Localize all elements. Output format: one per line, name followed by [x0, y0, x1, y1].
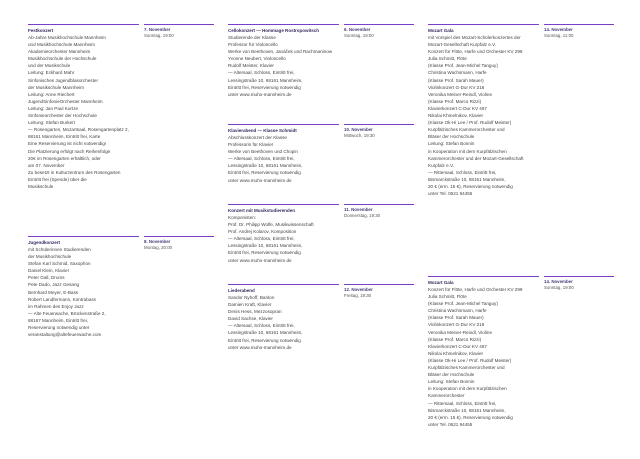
- detail-line: — Altersaal, Schloss, Eintritt frei,: [228, 236, 295, 242]
- detail-line: Lessingstraße 10, 68161 Mannheim,: [228, 330, 303, 336]
- detail-line: (Klasse Prof. Sarah Mauer): [428, 315, 484, 321]
- detail-line: Eintritt frei, Reservierung notwendig: [228, 337, 301, 343]
- detail-line: JugendSinfonieOrchester Mannheim: [28, 98, 103, 104]
- detail-line: Konzert für Flöte, Harfe und Orchester KV 299: [428, 49, 523, 55]
- event-datetime: [544, 27, 614, 39]
- detail-line: mit Vorspiel des Mozart-Schülerkonzertes der: [428, 35, 521, 40]
- detail-line: der Musikhochschule: [28, 254, 72, 260]
- date-rule: [144, 24, 214, 25]
- detail-line: Sandor Nyhoff, Bariton: [228, 295, 275, 300]
- date-rule: [344, 204, 414, 205]
- event-title: Konzert mit Musikstudierenden: [228, 208, 295, 213]
- detail-line: Werke von Beethoven und Chopin: [228, 149, 298, 155]
- detail-line: Eintritt frei (Spende) über die: [28, 176, 87, 182]
- detail-line: Christina Wachsmann, Harfe: [428, 70, 487, 76]
- event-time: Mittwoch, 19:30: [344, 133, 375, 138]
- detail-line: Klavierkonzert C-Dur KV 467: [428, 105, 487, 111]
- detail-line: der Musikschule Mannheim: [28, 84, 84, 90]
- event-datetime: [344, 287, 414, 299]
- detail-line: — Rittersaal, Schloss, Eintritt frei,: [428, 400, 497, 406]
- event-rule: [428, 276, 539, 277]
- event-rule: [228, 24, 339, 25]
- detail-line: unter Tel. 0621 94455: [428, 421, 473, 427]
- detail-line: Professor für Violoncello: [228, 42, 278, 48]
- detail-line: Sinfonisches Jugendblasorchester: [28, 77, 98, 83]
- detail-line: Denis Hess, Mezzosopran: [228, 309, 282, 315]
- detail-line: — Altersaal, Schloss, Eintritt frei,: [228, 70, 295, 76]
- event-title: Mozart Gala: [428, 280, 454, 285]
- detail-line: Bernhard Meyer, E-Bass: [28, 289, 79, 295]
- event-rule: [228, 284, 339, 285]
- detail-line: 68167 Mannheim, Eintritt frei,: [28, 317, 89, 323]
- detail-line: Mozart-Gesellschaft Kurpfalz e.V.: [428, 42, 496, 48]
- event-time: Montag, 20:00: [144, 245, 173, 250]
- detail-line: Violinkonzert G-Dur KV 216: [428, 84, 485, 90]
- detail-line: Werke von Beethoven, Janáček und Rachmaninow: [228, 49, 333, 55]
- detail-line: Kurpfalz e.V.: [428, 162, 454, 168]
- detail-line: unter Tel. 0621 94455: [428, 191, 473, 197]
- detail-line: — Rosengarten, Mozartsaal, Rosengartenplatz 2,: [28, 127, 129, 133]
- event-time: Freitag, 19:30: [344, 293, 372, 298]
- detail-line: — Altersaal, Schloss, Eintritt frei,: [228, 156, 295, 162]
- event-details: [228, 214, 339, 264]
- detail-line: Peter Gall, Drums: [28, 275, 65, 281]
- detail-line: Die Platzierung erfolgt nach Reihenfolge: [28, 148, 111, 154]
- detail-line: Leitung: Anne Riechert: [28, 91, 75, 97]
- event-date: 10. November: [344, 127, 373, 132]
- detail-line: Leitung: Stefan Bonnin: [428, 141, 475, 147]
- detail-line: Violinkonzert G-Dur KV 216: [428, 322, 485, 328]
- event-date: 11. November: [344, 207, 373, 212]
- event-rule: [428, 24, 539, 25]
- detail-line: Lessingstraße 10, 68161 Mannheim,: [228, 77, 303, 83]
- detail-line: mit Schülerinnen Studierenden: [28, 247, 91, 252]
- detail-line: (Klasse Prof. Jean-Michel Tanguy): [428, 301, 498, 307]
- date-rule: [544, 24, 614, 25]
- detail-line: Lessingstraße 10, 68161 Mannheim,: [228, 243, 303, 249]
- detail-line: Leitung: Eckhard Mahr: [28, 70, 75, 76]
- event-details: [228, 294, 339, 351]
- event-datetime: [344, 127, 414, 139]
- detail-line: (Klasse Ok-Hi Lee / Prof. Rudolf Meister): [428, 357, 512, 363]
- event-datetime: [344, 27, 414, 39]
- event-details: [228, 34, 339, 98]
- detail-line: Eintritt frei, Reservierung notwendig: [228, 170, 301, 176]
- detail-line: 68161 Mannheim, Eintritt frei, Karte: [28, 134, 101, 140]
- detail-line: Stefan Karl Schmid, Saxophon: [28, 261, 91, 267]
- event-title: Klavierabend — Klasse Schmidt: [228, 128, 297, 133]
- date-rule: [344, 124, 414, 125]
- detail-line: und der Musikschule: [28, 63, 71, 69]
- event-rule: [228, 124, 339, 125]
- detail-line: (Klasse Prof. Sarah Mauer): [428, 77, 484, 83]
- detail-line: — Alte Feuerwache, Brückenstraße 2,: [28, 310, 106, 316]
- detail-line: Nikolai Khmelnikov, Klavier: [428, 350, 484, 356]
- event-datetime: [544, 279, 614, 291]
- event-rule: [28, 236, 139, 237]
- event-date: 8. November: [144, 239, 171, 244]
- detail-line: unter www.muho-mannheim.de: [228, 91, 292, 97]
- detail-line: — Altersaal, Schloss, Eintritt frei,: [228, 323, 295, 329]
- event-details: [428, 34, 539, 197]
- detail-line: Kurpfälzisches Kammerorchester und: [428, 127, 505, 133]
- event-details: [228, 134, 339, 184]
- detail-line: David Sachse, Klavier: [228, 316, 273, 322]
- detail-line: Julia Schmitt, Flöte: [428, 56, 467, 62]
- detail-line: Musikschule: [28, 183, 54, 189]
- detail-line: 20€ im Rosengarten erhältlich, oder: [28, 155, 101, 161]
- detail-line: Leitung: Jan Paul Kurtze: [28, 105, 79, 111]
- detail-line: Eintritt frei, Reservierung notwendig: [228, 250, 301, 256]
- detail-line: (Klasse Ok-Hi Lee / Prof. Rudolf Meister): [428, 120, 512, 126]
- date-rule: [144, 236, 214, 237]
- detail-line: Akademieorchester Mannheim: [28, 49, 91, 55]
- detail-line: Yvonne Neubert, Violoncello: [228, 56, 286, 62]
- event-time: Donnerstag, 19:30: [344, 213, 381, 218]
- event-rule: [228, 204, 339, 205]
- detail-line: (Klasse Prof. Marco Rizzi): [428, 98, 482, 104]
- date-rule: [344, 24, 414, 25]
- event-title: Jugendkonzert: [28, 240, 61, 245]
- event-date: 7. November: [144, 27, 171, 32]
- detail-line: Studierende der Klasse: [228, 35, 276, 40]
- event-time: Sonntag, 18:00: [344, 33, 374, 38]
- event-datetime: [344, 207, 414, 219]
- detail-line: Rudolf Meister, Klavier: [228, 63, 274, 69]
- detail-line: Reservierung notwendig unter: [28, 325, 90, 331]
- detail-line: Ab-Jahre Musikhochschule Mannheim: [28, 35, 106, 40]
- detail-line: Kammerorchester und der Mozart-Gesellschaft: [428, 155, 524, 161]
- detail-line: Sinfonieorchester der Hochschule: [28, 113, 97, 119]
- event-rule: [28, 24, 139, 25]
- detail-line: Kurpfälzisches Kammerorchester und: [428, 365, 505, 371]
- date-rule: [544, 276, 614, 277]
- detail-line: Damien Kraft, Klavier: [228, 302, 272, 308]
- detail-line: Zu besetzt in Kulturzentrum des Rosengarten: [28, 169, 121, 175]
- detail-line: Eintritt frei, Reservierung notwendig: [228, 84, 301, 90]
- detail-line: — Rittersaal, Schloss, Eintritt frei,: [428, 169, 497, 175]
- detail-line: veranstaltung@altefeuerwache.com: [28, 332, 102, 338]
- event-time: Sonntag, 19:00: [144, 33, 174, 38]
- detail-line: Prof. Andrej Kolarov, Komposition: [228, 229, 297, 235]
- event-date: 14. November: [544, 27, 573, 32]
- detail-line: Kammerorchester: [428, 393, 465, 399]
- detail-line: Komponisten:: [228, 215, 257, 220]
- detail-line: unter www.muho-mannheim.de: [228, 177, 292, 183]
- detail-line: in Kooperation mit dem Kurpfälzischen: [428, 148, 507, 154]
- detail-line: Professorin für Klavier: [228, 142, 274, 148]
- detail-line: Robert Landfermann, Kontrabass: [28, 296, 96, 302]
- detail-line: und Musikhochschule Mannheim: [28, 42, 95, 48]
- date-rule: [344, 284, 414, 285]
- detail-line: Nikolai Khmelnikov, Klavier: [428, 113, 484, 119]
- event-datetime: [144, 27, 214, 39]
- detail-line: 20 € (erm. 15 €), Reservierung notwendig: [428, 414, 513, 420]
- event-details: [28, 34, 139, 190]
- detail-line: unter www.muho-mannheim.de: [228, 257, 292, 263]
- event-date: 6. November: [344, 27, 371, 32]
- event-title: Festkonzert: [28, 28, 54, 33]
- detail-line: Pete Dado, Jazz Gesang: [28, 282, 80, 288]
- detail-line: Bläser der Hochschule: [428, 372, 475, 378]
- detail-line: Bismarckstraße 10, 68161 Mannheim,: [428, 176, 506, 182]
- detail-line: Bläser der Hochschule: [428, 134, 475, 140]
- event-date: 12. November: [344, 287, 373, 292]
- detail-line: in Kooperation mit dem Kurpfälzischen: [428, 386, 507, 392]
- event-time: Sonntag, 11:00: [544, 33, 574, 38]
- detail-line: (Klasse Prof. Jean-Michel Tanguy): [428, 63, 498, 69]
- detail-line: Leitung: Stefan Burkert: [28, 120, 75, 126]
- event-details: [28, 246, 139, 338]
- detail-line: Konzert für Flöte, Harfe und Orchester KV 299: [428, 287, 523, 292]
- detail-line: Prof. Dr. Philipp Wolfe, Musikwissenschaft: [228, 222, 314, 228]
- detail-line: am 07. November: [28, 162, 65, 168]
- detail-line: Veronika Meiner-Reindl, Violine: [428, 91, 493, 97]
- event-time: Sonntag, 19:00: [544, 285, 574, 290]
- detail-line: Leitung: Stefan Bonnin: [428, 379, 475, 385]
- detail-line: Abschlusskonzert der Klasse: [228, 135, 287, 140]
- event-title: Liederabend: [228, 288, 255, 293]
- detail-line: Daniel Klein, Klavier: [28, 268, 70, 274]
- detail-line: 20 € (erm. 15 €), Reservierung notwendig: [428, 183, 513, 189]
- detail-line: im Rahmen des Enjoy Jazz: [28, 303, 84, 309]
- detail-line: Julia Schmitt, Flöte: [428, 294, 467, 300]
- detail-line: Veronika Meiner-Reindl, Violine: [428, 329, 493, 335]
- detail-line: Musikhochschule der Hochschule: [28, 56, 97, 62]
- event-title: Cellokonzert — Hommage Rostropowitsch: [228, 28, 320, 33]
- event-date: 14. November: [544, 279, 573, 284]
- event-datetime: [144, 239, 214, 251]
- detail-line: (Klasse Prof. Marco Rizzi): [428, 336, 482, 342]
- event-title: Mozart Gala: [428, 28, 454, 33]
- detail-line: Christina Wachsmann, Harfe: [428, 308, 487, 314]
- detail-line: Eine Reservierung ist nicht notwendig!: [28, 141, 107, 147]
- detail-line: Klavierkonzert C-Dur KV 467: [428, 343, 487, 349]
- detail-line: Bismarckstraße 10, 68161 Mannheim,: [428, 407, 506, 413]
- event-details: [428, 286, 539, 428]
- detail-line: Lessingstraße 10, 68161 Mannheim,: [228, 163, 303, 169]
- detail-line: unter www.muho-mannheim.de: [228, 344, 292, 350]
